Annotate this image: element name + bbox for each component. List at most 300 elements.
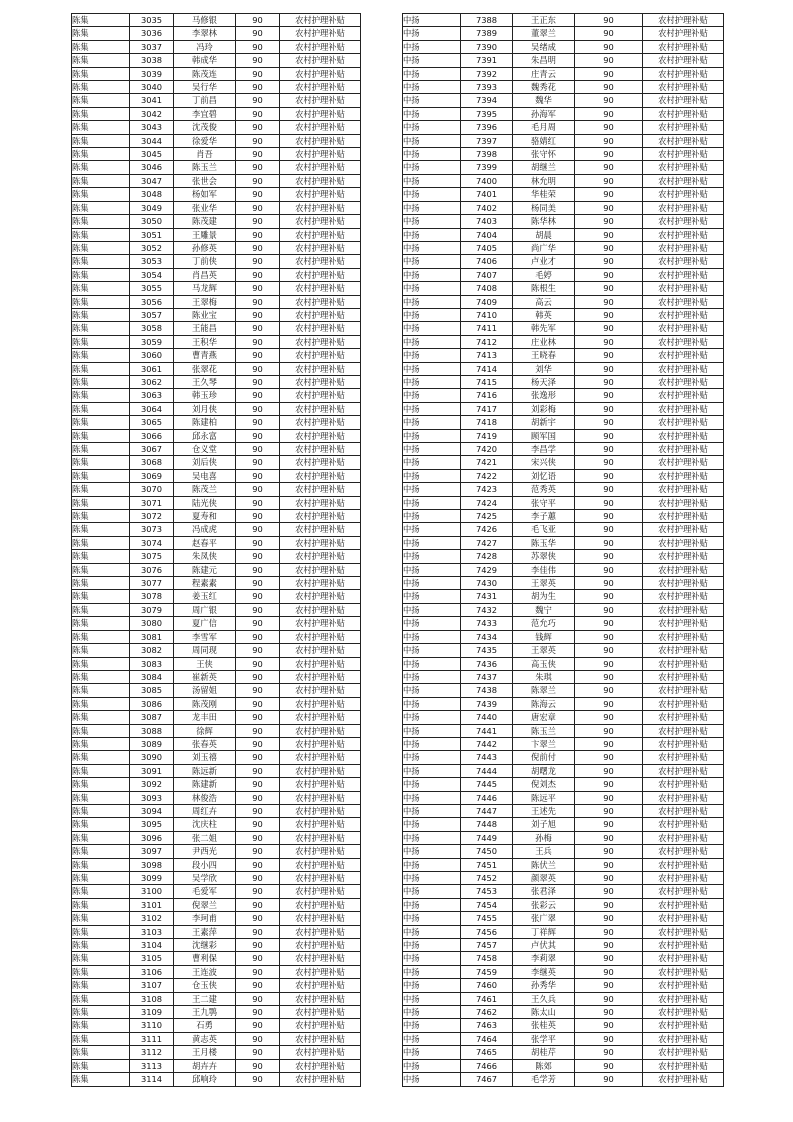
table-row — [403, 831, 724, 844]
amount-cell: 90 — [575, 657, 643, 670]
town-cell: 陈集 — [72, 121, 130, 134]
subsidy-type-cell: 农村护理补贴 — [280, 845, 361, 858]
table-row — [72, 308, 361, 321]
table-row — [403, 992, 724, 1005]
name-cell: 陈玉华 — [513, 536, 575, 549]
table-row — [403, 241, 724, 254]
subsidy-type-cell: 农村护理补贴 — [643, 563, 724, 576]
amount-cell: 90 — [575, 349, 643, 362]
name-cell: 冯成虎 — [174, 523, 236, 536]
subsidy-type-cell: 农村护理补贴 — [280, 228, 361, 241]
table-row — [403, 40, 724, 53]
town-cell: 陈集 — [72, 107, 130, 120]
subsidy-type-cell: 农村护理补贴 — [280, 657, 361, 670]
number-cell: 3108 — [130, 992, 174, 1005]
number-cell: 3079 — [130, 603, 174, 616]
subsidy-type-cell: 农村护理补贴 — [280, 724, 361, 737]
subsidy-type-cell: 农村护理补贴 — [643, 644, 724, 657]
name-cell: 周广银 — [174, 603, 236, 616]
amount-cell: 90 — [236, 161, 280, 174]
amount-cell: 90 — [575, 992, 643, 1005]
town-cell: 中扬 — [403, 885, 461, 898]
number-cell: 7397 — [461, 134, 513, 147]
table-row — [403, 1046, 724, 1059]
town-cell: 陈集 — [72, 684, 130, 697]
name-cell: 陈翠兰 — [513, 684, 575, 697]
amount-cell: 90 — [575, 603, 643, 616]
number-cell: 7431 — [461, 590, 513, 603]
subsidy-type-cell: 农村护理补贴 — [643, 469, 724, 482]
name-cell: 倪翠兰 — [174, 898, 236, 911]
subsidy-type-cell: 农村护理补贴 — [280, 858, 361, 871]
amount-cell: 90 — [236, 483, 280, 496]
name-cell: 徐爱华 — [174, 134, 236, 147]
number-cell: 3069 — [130, 469, 174, 482]
town-cell: 陈集 — [72, 764, 130, 777]
table-row — [72, 201, 361, 214]
number-cell: 3105 — [130, 952, 174, 965]
subsidy-type-cell: 农村护理补贴 — [643, 134, 724, 147]
amount-cell: 90 — [575, 416, 643, 429]
subsidy-type-cell: 农村护理补贴 — [643, 925, 724, 938]
amount-cell: 90 — [575, 1006, 643, 1019]
town-cell: 中扬 — [403, 550, 461, 563]
name-cell: 李雪军 — [174, 630, 236, 643]
town-cell: 中扬 — [403, 496, 461, 509]
subsidy-type-cell: 农村护理补贴 — [643, 510, 724, 523]
subsidy-type-cell: 农村护理补贴 — [280, 898, 361, 911]
number-cell: 7422 — [461, 469, 513, 482]
table-row — [403, 577, 724, 590]
table-row — [72, 804, 361, 817]
town-cell: 中扬 — [403, 939, 461, 952]
town-cell: 陈集 — [72, 1019, 130, 1032]
amount-cell: 90 — [575, 898, 643, 911]
table-row — [72, 697, 361, 710]
name-cell: 胡晨 — [513, 228, 575, 241]
subsidy-type-cell: 农村护理补贴 — [643, 349, 724, 362]
table-row — [403, 737, 724, 750]
amount-cell: 90 — [575, 670, 643, 683]
name-cell: 夏广信 — [174, 617, 236, 630]
name-cell: 曹利保 — [174, 952, 236, 965]
name-cell: 毛月周 — [513, 121, 575, 134]
number-cell: 3065 — [130, 416, 174, 429]
amount-cell: 90 — [575, 469, 643, 482]
town-cell: 中扬 — [403, 1059, 461, 1072]
name-cell: 王翠梅 — [174, 295, 236, 308]
town-cell: 中扬 — [403, 1032, 461, 1045]
amount-cell: 90 — [236, 121, 280, 134]
table-row — [403, 282, 724, 295]
town-cell: 中扬 — [403, 751, 461, 764]
name-cell: 朱昌明 — [513, 54, 575, 67]
name-cell: 毛爱军 — [174, 885, 236, 898]
number-cell: 3064 — [130, 402, 174, 415]
subsidy-type-cell: 农村护理补贴 — [643, 456, 724, 469]
town-cell: 陈集 — [72, 992, 130, 1005]
name-cell: 陈远新 — [174, 764, 236, 777]
town-cell: 中扬 — [403, 912, 461, 925]
table-row — [403, 697, 724, 710]
amount-cell: 90 — [575, 201, 643, 214]
table-row — [403, 912, 724, 925]
table-row — [72, 778, 361, 791]
town-cell: 中扬 — [403, 965, 461, 978]
number-cell: 3082 — [130, 644, 174, 657]
name-cell: 宋兴侠 — [513, 456, 575, 469]
town-cell: 中扬 — [403, 724, 461, 737]
name-cell: 吴学欣 — [174, 872, 236, 885]
amount-cell: 90 — [575, 148, 643, 161]
number-cell: 3060 — [130, 349, 174, 362]
number-cell: 7454 — [461, 898, 513, 911]
town-cell: 陈集 — [72, 201, 130, 214]
name-cell: 姜玉红 — [174, 590, 236, 603]
amount-cell: 90 — [236, 965, 280, 978]
table-row — [72, 872, 361, 885]
amount-cell: 90 — [575, 188, 643, 201]
name-cell: 毛婷 — [513, 268, 575, 281]
subsidy-type-cell: 农村护理补贴 — [643, 402, 724, 415]
number-cell: 7451 — [461, 858, 513, 871]
table-row — [403, 858, 724, 871]
name-cell: 李宜碧 — [174, 107, 236, 120]
subsidy-type-cell: 农村护理补贴 — [643, 550, 724, 563]
town-cell: 陈集 — [72, 94, 130, 107]
number-cell: 3094 — [130, 804, 174, 817]
name-cell: 范秀英 — [513, 483, 575, 496]
table-row — [72, 939, 361, 952]
amount-cell: 90 — [575, 40, 643, 53]
town-cell: 中扬 — [403, 295, 461, 308]
number-cell: 3101 — [130, 898, 174, 911]
table-row — [403, 429, 724, 442]
table-row — [72, 563, 361, 576]
name-cell: 王述先 — [513, 804, 575, 817]
name-cell: 胡曙龙 — [513, 764, 575, 777]
number-cell: 3056 — [130, 295, 174, 308]
town-cell: 中扬 — [403, 27, 461, 40]
town-cell: 陈集 — [72, 711, 130, 724]
amount-cell: 90 — [575, 429, 643, 442]
name-cell: 邱永富 — [174, 429, 236, 442]
number-cell: 7429 — [461, 563, 513, 576]
name-cell: 张桂英 — [513, 1019, 575, 1032]
number-cell: 7389 — [461, 27, 513, 40]
subsidy-type-cell: 农村护理补贴 — [643, 1019, 724, 1032]
table-row — [72, 335, 361, 348]
table-row — [72, 791, 361, 804]
town-cell: 陈集 — [72, 429, 130, 442]
table-row — [72, 362, 361, 375]
number-cell: 7466 — [461, 1059, 513, 1072]
amount-cell: 90 — [236, 174, 280, 187]
town-cell: 中扬 — [403, 161, 461, 174]
amount-cell: 90 — [236, 778, 280, 791]
subsidy-type-cell: 农村护理补贴 — [643, 818, 724, 831]
town-cell: 陈集 — [72, 362, 130, 375]
number-cell: 3048 — [130, 188, 174, 201]
town-cell: 陈集 — [72, 27, 130, 40]
subsidy-type-cell: 农村护理补贴 — [643, 684, 724, 697]
town-cell: 中扬 — [403, 201, 461, 214]
subsidy-type-cell: 农村护理补贴 — [643, 536, 724, 549]
number-cell: 3049 — [130, 201, 174, 214]
subsidy-type-cell: 农村护理补贴 — [280, 965, 361, 978]
amount-cell: 90 — [575, 94, 643, 107]
table-row — [403, 496, 724, 509]
name-cell: 肖昌英 — [174, 268, 236, 281]
subsidy-type-cell: 农村护理补贴 — [280, 737, 361, 750]
amount-cell: 90 — [236, 107, 280, 120]
number-cell: 3047 — [130, 174, 174, 187]
town-cell: 中扬 — [403, 469, 461, 482]
name-cell: 陈伏兰 — [513, 858, 575, 871]
amount-cell: 90 — [236, 992, 280, 1005]
table-row — [403, 1019, 724, 1032]
amount-cell: 90 — [575, 885, 643, 898]
subsidy-type-cell: 农村护理补贴 — [643, 992, 724, 1005]
table-row — [403, 724, 724, 737]
town-cell: 中扬 — [403, 603, 461, 616]
amount-cell: 90 — [236, 496, 280, 509]
town-cell: 中扬 — [403, 670, 461, 683]
amount-cell: 90 — [236, 939, 280, 952]
town-cell: 陈集 — [72, 872, 130, 885]
subsidy-type-cell: 农村护理补贴 — [280, 429, 361, 442]
subsidy-type-cell: 农村护理补贴 — [280, 684, 361, 697]
number-cell: 3087 — [130, 711, 174, 724]
town-cell: 陈集 — [72, 778, 130, 791]
subsidy-type-cell: 农村护理补贴 — [643, 94, 724, 107]
town-cell: 中扬 — [403, 858, 461, 871]
table-row — [403, 201, 724, 214]
subsidy-type-cell: 农村护理补贴 — [280, 215, 361, 228]
name-cell: 陈茂兰 — [174, 483, 236, 496]
subsidy-type-cell: 农村护理补贴 — [643, 429, 724, 442]
town-cell: 中扬 — [403, 174, 461, 187]
table-row — [403, 872, 724, 885]
town-cell: 陈集 — [72, 644, 130, 657]
subsidy-table-right — [402, 13, 724, 1087]
number-cell: 3104 — [130, 939, 174, 952]
number-cell: 7433 — [461, 617, 513, 630]
number-cell: 3043 — [130, 121, 174, 134]
name-cell: 胡桂芹 — [513, 1046, 575, 1059]
amount-cell: 90 — [236, 912, 280, 925]
amount-cell: 90 — [575, 282, 643, 295]
name-cell: 毛飞亚 — [513, 523, 575, 536]
town-cell: 中扬 — [403, 389, 461, 402]
name-cell: 胡新宇 — [513, 416, 575, 429]
table-row — [403, 134, 724, 147]
amount-cell: 90 — [575, 1046, 643, 1059]
table-row — [72, 1059, 361, 1072]
subsidy-type-cell: 农村护理补贴 — [643, 939, 724, 952]
table-row — [403, 27, 724, 40]
amount-cell: 90 — [575, 1073, 643, 1086]
town-cell: 中扬 — [403, 697, 461, 710]
subsidy-type-cell: 农村护理补贴 — [280, 952, 361, 965]
amount-cell: 90 — [236, 295, 280, 308]
town-cell: 中扬 — [403, 107, 461, 120]
amount-cell: 90 — [236, 644, 280, 657]
table-row — [403, 188, 724, 201]
table-row — [403, 268, 724, 281]
number-cell: 3080 — [130, 617, 174, 630]
name-cell: 胡为生 — [513, 590, 575, 603]
table-row — [72, 402, 361, 415]
town-cell: 中扬 — [403, 375, 461, 388]
amount-cell: 90 — [236, 697, 280, 710]
name-cell: 王久兵 — [513, 992, 575, 1005]
name-cell: 孙修英 — [174, 241, 236, 254]
amount-cell: 90 — [575, 1019, 643, 1032]
subsidy-type-cell: 农村护理补贴 — [643, 121, 724, 134]
town-cell: 中扬 — [403, 563, 461, 576]
number-cell: 7443 — [461, 751, 513, 764]
table-row — [72, 1046, 361, 1059]
number-cell: 3058 — [130, 322, 174, 335]
table-row — [403, 308, 724, 321]
amount-cell: 90 — [236, 737, 280, 750]
table-row — [72, 1006, 361, 1019]
town-cell: 陈集 — [72, 1032, 130, 1045]
table-row — [403, 563, 724, 576]
town-cell: 陈集 — [72, 697, 130, 710]
number-cell: 7420 — [461, 443, 513, 456]
number-cell: 7394 — [461, 94, 513, 107]
amount-cell: 90 — [236, 858, 280, 871]
table-row — [403, 939, 724, 952]
subsidy-type-cell: 农村护理补贴 — [280, 483, 361, 496]
number-cell: 3075 — [130, 550, 174, 563]
amount-cell: 90 — [236, 764, 280, 777]
town-cell: 中扬 — [403, 657, 461, 670]
amount-cell: 90 — [575, 375, 643, 388]
subsidy-type-cell: 农村护理补贴 — [643, 362, 724, 375]
name-cell: 陆光侠 — [174, 496, 236, 509]
number-cell: 3044 — [130, 134, 174, 147]
number-cell: 3051 — [130, 228, 174, 241]
town-cell: 陈集 — [72, 550, 130, 563]
name-cell: 沈继彩 — [174, 939, 236, 952]
subsidy-type-cell: 农村护理补贴 — [643, 737, 724, 750]
number-cell: 3109 — [130, 1006, 174, 1019]
subsidy-type-cell: 农村护理补贴 — [643, 979, 724, 992]
table-row — [72, 577, 361, 590]
town-cell: 中扬 — [403, 121, 461, 134]
town-cell: 陈集 — [72, 456, 130, 469]
number-cell: 3050 — [130, 215, 174, 228]
subsidy-type-cell: 农村护理补贴 — [643, 322, 724, 335]
table-row — [403, 804, 724, 817]
town-cell: 陈集 — [72, 40, 130, 53]
amount-cell: 90 — [575, 952, 643, 965]
amount-cell: 90 — [575, 1059, 643, 1072]
subsidy-type-cell: 农村护理补贴 — [643, 952, 724, 965]
table-row — [72, 630, 361, 643]
name-cell: 王翠英 — [513, 644, 575, 657]
number-cell: 7421 — [461, 456, 513, 469]
number-cell: 3114 — [130, 1073, 174, 1086]
name-cell: 陈茂刚 — [174, 697, 236, 710]
subsidy-type-cell: 农村护理补贴 — [280, 121, 361, 134]
table-row — [403, 148, 724, 161]
amount-cell: 90 — [236, 711, 280, 724]
table-row — [72, 670, 361, 683]
number-cell: 7442 — [461, 737, 513, 750]
name-cell: 刘彩梅 — [513, 402, 575, 415]
number-cell: 7464 — [461, 1032, 513, 1045]
number-cell: 7445 — [461, 778, 513, 791]
name-cell: 陈建柏 — [174, 416, 236, 429]
name-cell: 张逸形 — [513, 389, 575, 402]
table-row — [72, 992, 361, 1005]
table-row — [403, 389, 724, 402]
name-cell: 李佳伟 — [513, 563, 575, 576]
number-cell: 7425 — [461, 510, 513, 523]
amount-cell: 90 — [236, 134, 280, 147]
number-cell: 7455 — [461, 912, 513, 925]
subsidy-type-cell: 农村护理补贴 — [643, 630, 724, 643]
table-row — [72, 228, 361, 241]
amount-cell: 90 — [236, 241, 280, 254]
table-row — [72, 1073, 361, 1086]
number-cell: 7419 — [461, 429, 513, 442]
number-cell: 3088 — [130, 724, 174, 737]
name-cell: 张广翠 — [513, 912, 575, 925]
name-cell: 张守怀 — [513, 148, 575, 161]
number-cell: 3113 — [130, 1059, 174, 1072]
town-cell: 陈集 — [72, 81, 130, 94]
subsidy-type-cell: 农村护理补贴 — [280, 804, 361, 817]
table-row — [72, 510, 361, 523]
table-row — [72, 536, 361, 549]
table-row — [72, 603, 361, 616]
number-cell: 3071 — [130, 496, 174, 509]
table-row — [72, 496, 361, 509]
number-cell: 7434 — [461, 630, 513, 643]
subsidy-type-cell: 农村护理补贴 — [280, 496, 361, 509]
table-row — [72, 751, 361, 764]
amount-cell: 90 — [575, 684, 643, 697]
number-cell: 3057 — [130, 308, 174, 321]
subsidy-type-cell: 农村护理补贴 — [280, 201, 361, 214]
amount-cell: 90 — [236, 1046, 280, 1059]
town-cell: 中扬 — [403, 778, 461, 791]
amount-cell: 90 — [236, 563, 280, 576]
subsidy-type-cell: 农村护理补贴 — [280, 81, 361, 94]
amount-cell: 90 — [575, 295, 643, 308]
table-row — [403, 644, 724, 657]
number-cell: 7393 — [461, 81, 513, 94]
table-row — [72, 215, 361, 228]
name-cell: 张君泽 — [513, 885, 575, 898]
amount-cell: 90 — [575, 362, 643, 375]
table-row — [403, 81, 724, 94]
town-cell: 陈集 — [72, 845, 130, 858]
name-cell: 韩先军 — [513, 322, 575, 335]
number-cell: 7437 — [461, 670, 513, 683]
number-cell: 3096 — [130, 831, 174, 844]
subsidy-type-cell: 农村护理补贴 — [280, 295, 361, 308]
table-row — [403, 121, 724, 134]
number-cell: 3041 — [130, 94, 174, 107]
number-cell: 7405 — [461, 241, 513, 254]
number-cell: 3077 — [130, 577, 174, 590]
